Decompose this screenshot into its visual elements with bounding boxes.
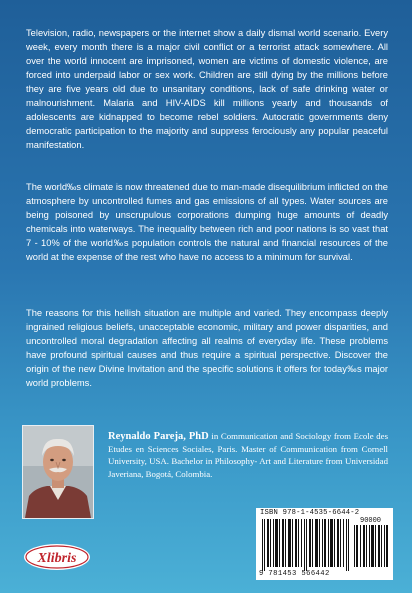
isbn-number: ISBN 978-1-4535-6644-2 — [260, 509, 360, 517]
author-name: Reynaldo Pareja, PhD — [108, 431, 209, 442]
ean-number: 9 781453 566442 — [259, 570, 330, 578]
author-photo — [22, 425, 94, 519]
blurb-paragraph-1: Television, radio, newspapers or the internet show a daily dismal world scenario. Every week, every month there is a major civil conflict or a terrorist attack somewhere. All over the world innocent are imprisoned, women are victims of domestic violence, are forced into underpaid labor or sex work. Children are still dying by the millions before they are five years old due to unsanitary conditions, lack of safe drinking water or malnourishment. Malaria and HIV-AIDS kill millions yearly and thousands of adolescents are kidnapped to become rebel soldiers. Autocratic governments deny democratic participation to the majority and suppress ferociously any popular peaceful manifestation. — [26, 28, 388, 150]
author-bio — [108, 430, 388, 480]
publisher-logo — [22, 542, 92, 572]
price-code: 90000 — [360, 517, 382, 525]
author-credentials: in Communication and Sociology from Ecole des Etudes en Sciences Sociales, Paris. Master of Communication from Cornell University, USA. Bachelor in Philosophy- Art and Literature from Universidad Javeriana, Bogotá, Colombia. — [108, 431, 388, 479]
author-portrait-icon — [23, 426, 93, 518]
isbn-barcode — [256, 508, 393, 580]
ean-barcode-icon — [262, 519, 350, 571]
xlibris-logo-icon — [22, 542, 92, 572]
blurb-paragraph-2: The world‰s climate is now threatened due to man-made disequilibrium inflicted on the atmosphere by uncontrolled fumes and gas emissions of all types. Water sources are being poisoned by unscrupulous corporations dumping huge amounts of deadly chemicals into waterways. The inequality between rich and poor nations is so vast that 7 - 10% of the world‰s population controls the natural and financial resources of the world at the expense of the rest who have no access to a minimum for survival. — [26, 182, 388, 262]
blurb-paragraph-3: The reasons for this hellish situation are multiple and varied. They encompass deeply ingrained religious beliefs, unacceptable economic, military and power disparities, and uncontrolled moral degradation affecting all realms of everyday life. These problems have profound spiritual causes and thus require a spiritual perspective. Discover the origin of the new Divine Invitation and the specific solutions it offers for today‰s major world problems. — [26, 308, 388, 388]
price-barcode-icon — [354, 525, 388, 567]
publisher-logo-text: Xlibris — [37, 551, 77, 566]
